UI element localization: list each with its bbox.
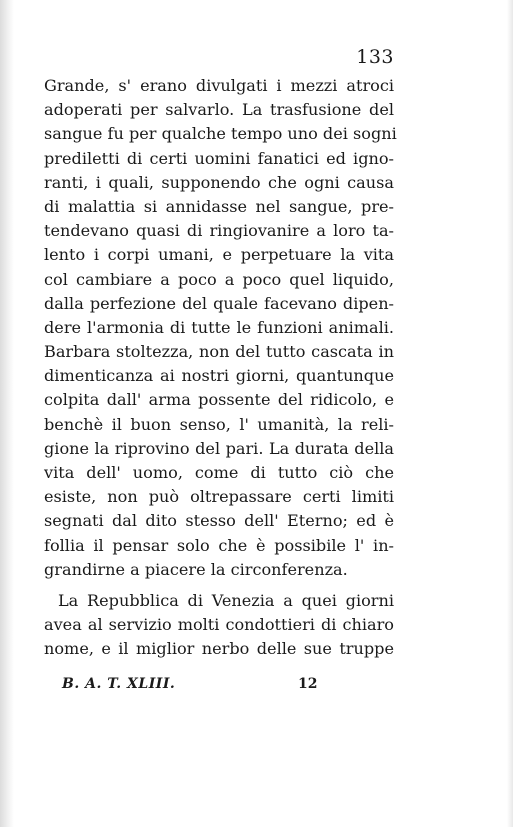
printer-signature: B. A. T. XLIII. — [62, 676, 176, 692]
text-line: dimenticanza ai nostri giorni, quantunque — [44, 366, 394, 386]
page-footer — [44, 676, 394, 698]
text-line: nome, e il miglior nerbo delle sue truppe — [44, 639, 394, 659]
scan-right-edge — [507, 0, 513, 827]
text-line: Grande, s' erano divulgati i mezzi atroci — [44, 76, 394, 95]
text-line: Barbara stoltezza, non del tutto cascata in — [44, 342, 394, 362]
text-line: tendevano quasi di ringiovanire a loro ta- — [44, 221, 394, 241]
text-line: adoperati per salvarlo. La trasfusione del — [44, 100, 394, 120]
book-page — [44, 0, 397, 827]
paragraph-1 — [44, 74, 397, 582]
text-line: colpita dall' arma possente del ridicolo, e — [44, 390, 394, 410]
text-line: follia il pensar solo che è possibile l' in- — [44, 535, 394, 555]
text-line: prediletti di certi uomini fanatici ed igno- — [44, 148, 394, 168]
text-line: dere l'armonia di tutte le funzioni animali. — [44, 317, 394, 337]
text-line: col cambiare a poco a poco quel liquido, — [44, 269, 394, 289]
scan-left-edge — [0, 0, 14, 827]
text-line: avea al servizio molti condottieri di chiaro — [44, 615, 394, 635]
text-line: sangue fu per qualche tempo uno dei sogni — [44, 124, 397, 144]
text-line: benchè il buon senso, l' umanità, la reli- — [44, 414, 394, 434]
page-number: 133 — [356, 46, 394, 68]
text-line: grandirne a piacere la circonferenza. — [44, 559, 348, 579]
text-line: esiste, non può oltrepassare certi limiti — [44, 487, 394, 507]
text-line: dalla perfezione del quale facevano dipen- — [44, 293, 394, 313]
text-line: di malattia si annidasse nel sangue, pre- — [44, 196, 394, 216]
text-line: ranti, i quali, supponendo che ogni causa — [44, 172, 394, 192]
text-line: lento i corpi umani, e perpetuare la vita — [44, 245, 394, 265]
text-line: vita dell' uomo, come di tutto ciò che — [44, 463, 394, 482]
sheet-number: 12 — [298, 676, 318, 692]
body-text — [44, 74, 397, 662]
text-line: segnati dal dito stesso dell' Eterno; ed è — [44, 511, 394, 531]
paragraph-2 — [44, 589, 394, 662]
text-line: La Repubblica di Venezia a quei giorni — [58, 590, 394, 610]
text-line: gione la riprovino del pari. La durata della — [44, 438, 394, 458]
